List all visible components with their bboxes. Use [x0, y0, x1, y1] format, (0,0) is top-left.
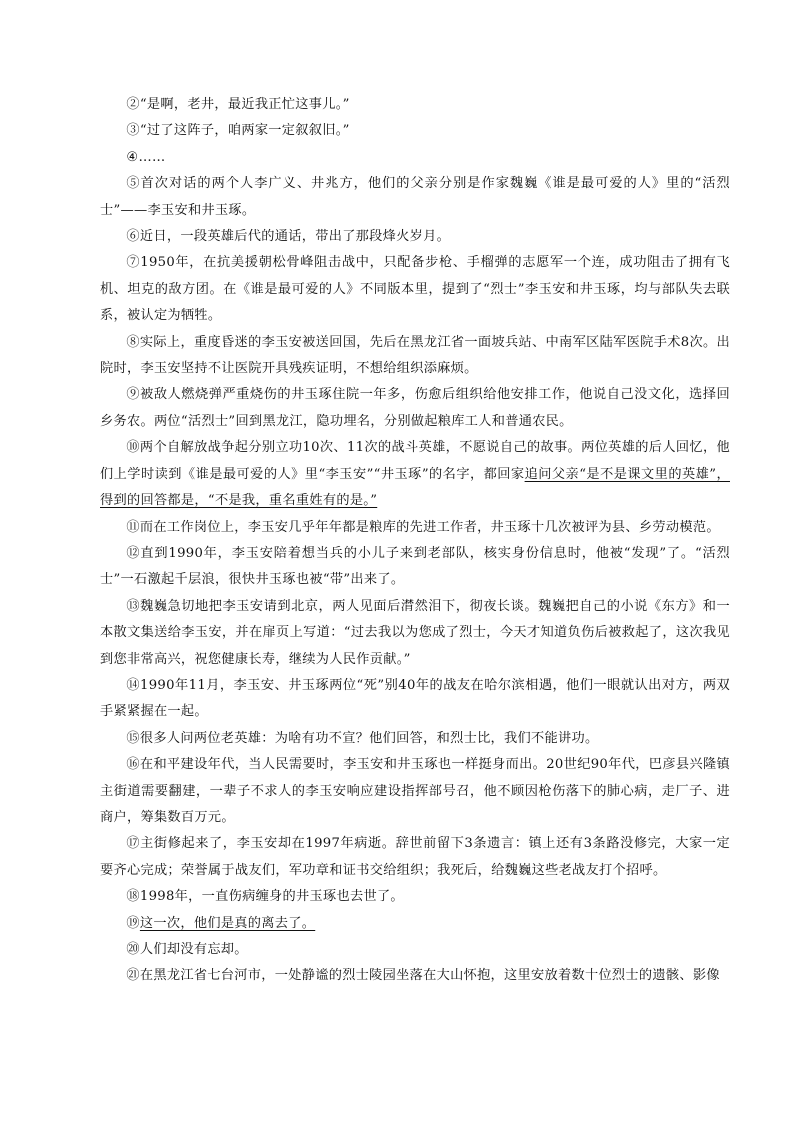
paragraph-text: ⑪而在工作岗位上，李玉安几乎年年都是粮库的先进工作者，井玉琢十几次被评为县、乡劳动模范。: [126, 519, 720, 535]
paragraph-text: ⑦1950年，在抗美援朝松骨峰阻击战中，只配备步枪、手榴弹的志愿军一个连，成功阻击了拥有飞机、坦克的敌方团。在《谁是最可爱的人》不同版本里，提到了“烈士”李玉安和井玉琢，均与部队失去联系，被认定为牺牲。: [100, 255, 730, 324]
underlined-text: 这一次，他们是真的离去了。: [139, 915, 316, 931]
paragraph-text: ㉑在黑龙江省七台河市，一处静谧的烈士陵园坐落在大山怀抱，这里安放着数十位烈士的遗骸、影像: [126, 968, 720, 984]
article-body: [100, 92, 730, 990]
paragraph-text: ⑬魏巍急切地把李玉安请到北京，两人见面后潸然泪下，彻夜长谈。魏巍把自己的小说《东方》和一本散文集送给李玉安，并在扉页上写道：“过去我以为您成了烈士，今天才知道负伤后被救起了，这次我见到您非常高兴，祝您健康长寿，继续为人民作贡献。”: [100, 598, 730, 667]
paragraph-text: ⑲: [126, 915, 140, 931]
paragraph-p13: [100, 594, 730, 673]
paragraph-text: ⑭1990年11月，李玉安、井玉琢两位“死”别40年的战友在哈尔滨相遇，他们一眼就认出对方，两双手紧紧握在一起。: [100, 677, 730, 720]
paragraph-p04: [100, 145, 730, 171]
paragraph-p18: [100, 884, 730, 910]
paragraph-text: ③“过了这阵子，咱两家一定叙叙旧。”: [126, 123, 350, 139]
paragraph-text: ⑤首次对话的两个人李广义、井兆方，他们的父亲分别是作家魏巍《谁是最可爱的人》里的“活烈士”——李玉安和井玉琢。: [100, 176, 730, 218]
paragraph-text: ⑮很多人问两位老英雄：为啥有功不宣？他们回答，和烈士比，我们不能讲功。: [126, 730, 599, 746]
paragraph-p20: [100, 937, 730, 963]
paragraph-p10: [100, 435, 730, 514]
paragraph-p17: [100, 831, 730, 884]
paragraph-p07: [100, 250, 730, 329]
paragraph-p15: [100, 726, 730, 752]
paragraph-p02: [100, 92, 730, 118]
paragraph-p19: [100, 911, 730, 937]
paragraph-p05: [100, 171, 730, 224]
paragraph-text: ⑧实际上，重度昏迷的李玉安被送回国，先后在黑龙江省一面坡兵站、中南军区陆军医院手术8次。出院时，李玉安坚持不让医院开具残疾证明，不想给组织添麻烦。: [100, 334, 730, 377]
paragraph-text: ⑥近日，一段英雄后代的通话，带出了那段烽火岁月。: [126, 229, 451, 245]
paragraph-text: ④……: [126, 149, 166, 165]
paragraph-p11: [100, 515, 730, 541]
paragraph-p03: [100, 118, 730, 144]
paragraph-text: ⑯在和平建设年代，当人民需要时，李玉安和井玉琢也一样挺身而出。20世纪90年代，巴彦县兴隆镇主街道需要翻建，一辈子不求人的李玉安响应建设指挥部号召，他不顾因枪伤落下的肺心病，走厂子、进商户，筹集数百万元。: [100, 757, 730, 825]
paragraph-p21: [100, 963, 730, 989]
paragraph-text: ②“是啊，老井，最近我正忙这事儿。”: [126, 97, 350, 112]
paragraph-text: ⑱1998年，一直伤病缠身的井玉琢也去世了。: [126, 889, 404, 905]
paragraph-text: ⑫直到1990年，李玉安陪着想当兵的小儿子来到老部队，核实身份信息时，他被“发现”了。“活烈士”一石激起千层浪，很快井玉琢也被“带”出来了。: [100, 545, 730, 588]
paragraph-p14: [100, 673, 730, 726]
paragraph-p12: [100, 541, 730, 594]
paragraph-p09: [100, 382, 730, 435]
paragraph-text: ⑩两个自解放战争起分别立功10次、11次的战斗英雄，不愿说自己的故事。两位英雄的后人回忆，他们上学时读到《谁是最可爱的人》里“李玉安”“井玉琢”的名字，都回家: [100, 440, 730, 482]
paragraph-p06: [100, 224, 730, 250]
paragraph-text: ⑨被敌人燃烧弹严重烧伤的井玉琢住院一年多，伤愈后组织给他安排工作，他说自己没文化，选择回乡务农。两位“活烈士”回到黑龙江，隐功埋名，分别做起粮库工人和普通农民。: [100, 387, 730, 429]
paragraph-p16: [100, 752, 730, 831]
paragraph-text: ⑰主街修起来了，李玉安却在1997年病逝。辞世前留下3条遗言：镇上还有3条路没修完，大家一定要齐心完成；荣誉属于战友们，军功章和证书交给组织；我死后，给魏巍这些老战友打个招呼。: [100, 836, 730, 878]
paragraph-p08: [100, 330, 730, 383]
paragraph-text: ⑳人们却没有忘却。: [126, 942, 248, 957]
underlined-text: 追问父亲“是不是课文里的英雄”，得到的回答都是，“不是我，重名重姓有的是。”: [100, 466, 730, 509]
